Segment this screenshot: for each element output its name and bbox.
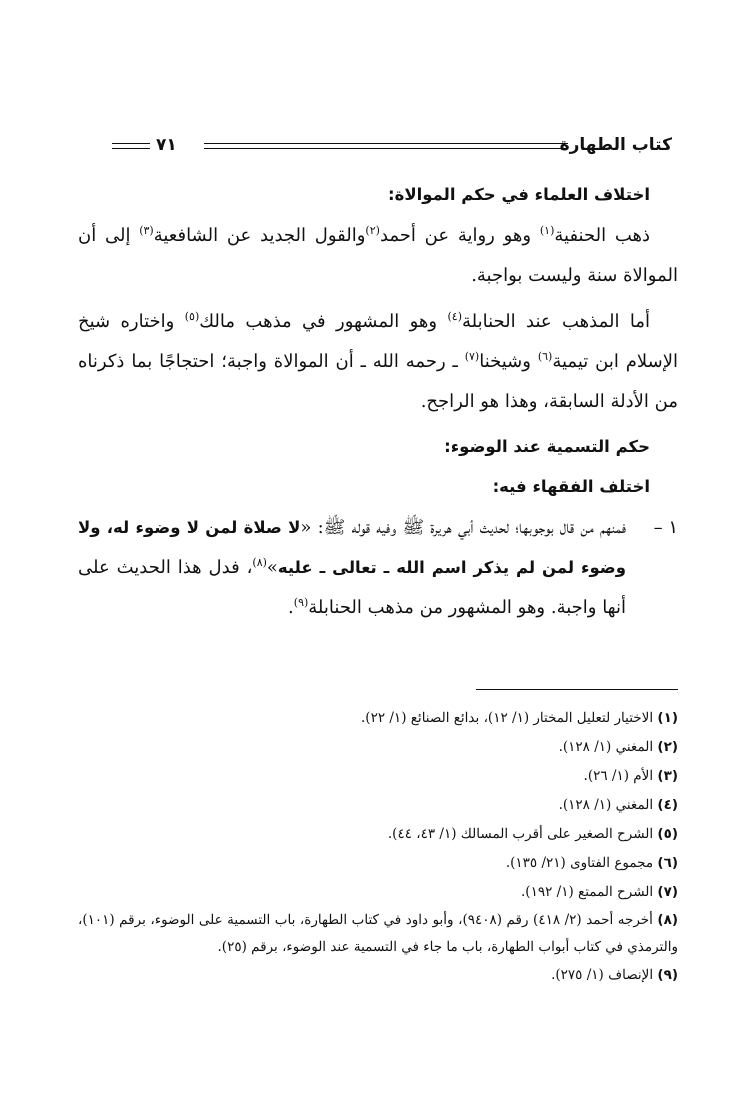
text-run: فمنهم من قال بوجوبها؛ لحديث أبي هريرة ﷺ وفيه قوله ﷺ: « <box>300 517 626 538</box>
footnote <box>78 791 678 820</box>
text-run: ، فدل هذا الحديث على أنها واجبة. وهو المشهور من مذهب الحنابلة <box>78 557 626 618</box>
footnote-text: المغني (١/ ١٢٨). <box>558 797 658 813</box>
footnote-ref[interactable]: (٨) <box>252 556 267 569</box>
footnote-text: الاختيار لتعليل المختار (١/ ١٢)، بدائع الصنائع (١/ ٢٢). <box>361 710 658 726</box>
footnote-ref[interactable]: (٩) <box>293 596 309 609</box>
footnote-number: (٧) <box>657 884 678 900</box>
header-rule <box>204 143 568 144</box>
footnote-separator <box>476 689 678 690</box>
footnote-number: (٢) <box>657 739 678 755</box>
text-run: واختاره شيخ الإسلام ابن تيمية <box>78 311 678 372</box>
text-run: . <box>288 597 294 618</box>
footnote-ref[interactable]: (٢) <box>365 224 380 237</box>
footnote-text: الإنصاف (١/ ٢٧٥). <box>551 967 658 983</box>
text-run: ـ رحمه الله ـ أن الموالاة واجبة؛ احتجاجًا بما ذكرناه من الأدلة السابقة، وهذا هو الراجح. <box>78 351 678 412</box>
footnote-text: الأم (١/ ٢٦). <box>583 768 658 784</box>
paragraph <box>78 216 678 296</box>
footnote <box>78 733 678 762</box>
footnote-ref[interactable]: (٧) <box>464 350 480 363</box>
hadith-quote: لا صلاة لمن لا وضوء له، ولا وضوء لمن لم يذكر اسم الله ـ تعالى ـ عليه <box>78 518 626 577</box>
footnote-number: (٩) <box>657 967 678 983</box>
book-title: كتاب الطهارة <box>559 135 672 155</box>
footnote <box>78 704 678 733</box>
text-run: والقول الجديد عن الشافعية <box>153 225 366 246</box>
running-header <box>112 132 672 160</box>
footnote-ref[interactable]: (١) <box>539 224 555 237</box>
header-rule <box>112 143 150 144</box>
main-text <box>78 178 678 628</box>
footnote-text: مجموع الفتاوى (٢١/ ١٣٥). <box>505 855 658 871</box>
footnote <box>78 961 678 990</box>
text-run: وهو المشهور في مذهب مالك <box>199 311 448 332</box>
footnote-number: (٨) <box>657 912 678 928</box>
footnote-number: (٣) <box>657 768 678 784</box>
list-item <box>78 508 678 628</box>
section-heading: اختلاف العلماء في حكم الموالاة: <box>387 185 650 204</box>
text-run: وشيخنا <box>479 351 538 372</box>
footnote-ref[interactable]: (٤) <box>447 310 462 323</box>
footnotes-list <box>78 704 678 990</box>
text-run: وهو رواية عن أحمد <box>379 225 540 246</box>
footnote-text: الشرح الصغير على أقرب المسالك (١/ ٤٣، ٤٤). <box>387 826 658 842</box>
text-run: ذهب الحنفية <box>554 225 650 246</box>
paragraph <box>78 302 678 422</box>
list-item-text <box>78 508 626 628</box>
footnote-number: (٥) <box>657 826 678 842</box>
footnote-ref[interactable]: (٣) <box>139 224 154 237</box>
footnote-number: (٤) <box>657 797 678 813</box>
footnote-text: الشرح الممتع (١/ ١٩٢). <box>521 884 658 900</box>
page-number: ٧١ <box>156 135 177 155</box>
footnote <box>78 762 678 791</box>
footnote-text: المغني (١/ ١٢٨). <box>558 739 658 755</box>
footnote <box>78 849 678 878</box>
list-item-number: ١ – <box>653 517 678 538</box>
footnote-text: أخرجه أحمد (٢/ ٤١٨) رقم (٩٤٠٨)، وأبو داود في كتاب الطهارة، باب التسمية على الوضوء، برقم (١٠١)، والترمذي في كتاب أبواب الطهارة، باب ما جاء في التسمية عند الوضوء، برقم (٢٥). <box>78 912 678 955</box>
header-rule <box>204 148 568 149</box>
footnote <box>78 820 678 849</box>
section-heading: حكم التسمية عند الوضوء: <box>444 437 650 456</box>
section-subheading: اختلف الفقهاء فيه: <box>492 477 650 496</box>
text-run: إلى أن الموالاة سنة وليست بواجبة. <box>78 225 678 286</box>
footnote <box>78 878 678 907</box>
footnote <box>78 907 678 961</box>
footnote-number: (٦) <box>657 855 678 871</box>
text-run: » <box>266 557 278 578</box>
footnote-ref[interactable]: (٥) <box>184 310 200 323</box>
footnote-ref[interactable]: (٦) <box>537 350 553 363</box>
header-rule <box>112 148 150 149</box>
footnote-number: (١) <box>657 710 678 726</box>
text-run: أما المذهب عند الحنابلة <box>461 311 650 332</box>
